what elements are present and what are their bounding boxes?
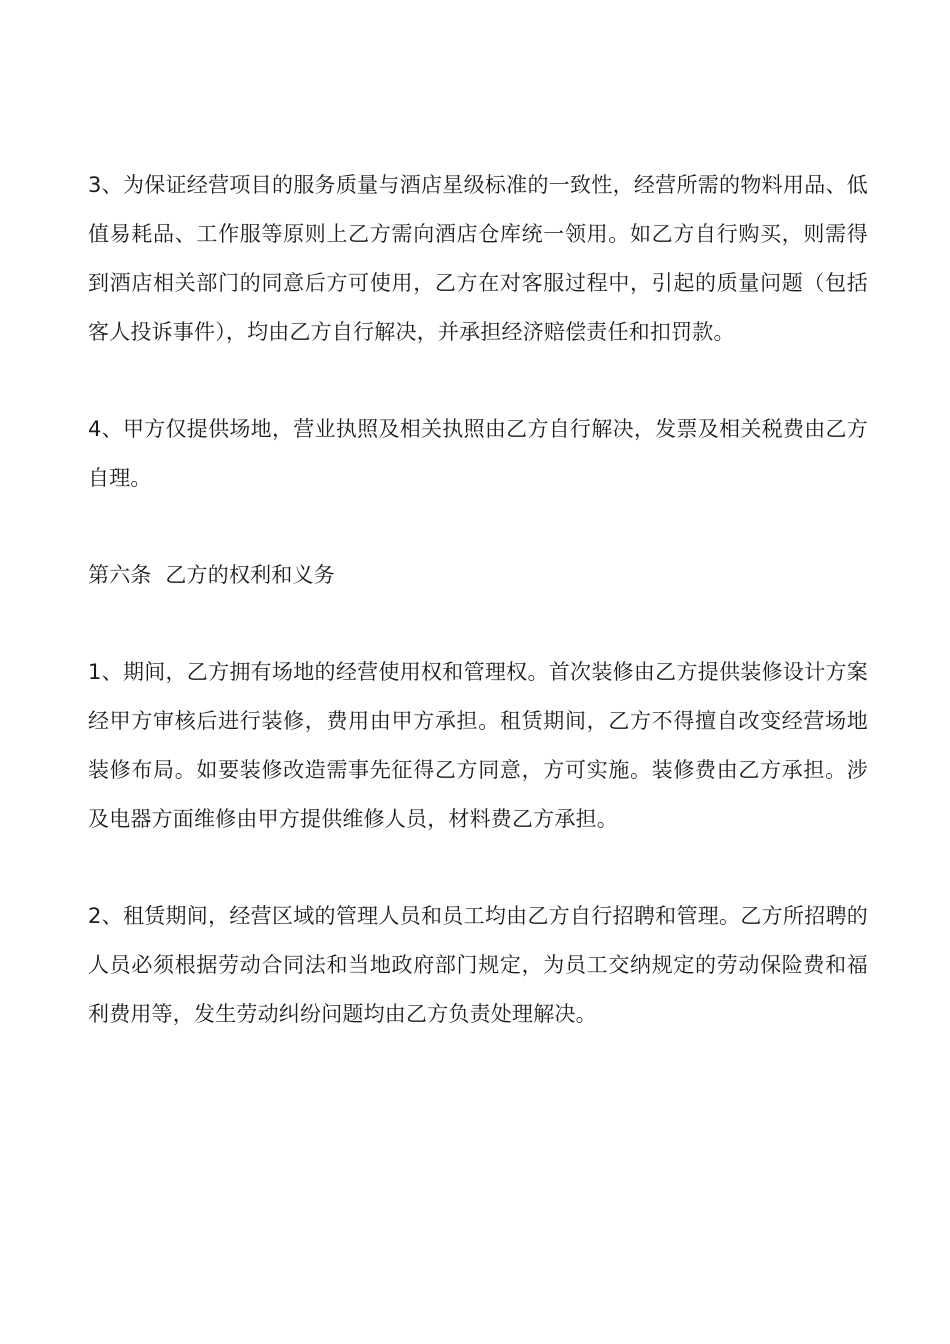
section-heading: 第六条 乙方的权利和义务 bbox=[88, 563, 335, 587]
paragraph-spacer bbox=[88, 844, 868, 892]
clause-2-paragraph: 2、租赁期间，经营区域的管理人员和员工均由乙方自行招聘和管理。乙方所招聘的人员必须根据劳动合同法和当地政府部门规定，为员工交纳规定的劳动保险费和福利费用等，发生劳动纠纷问题均由乙方负责处理解决。 bbox=[88, 904, 868, 1026]
paragraph-spacer bbox=[88, 357, 868, 405]
clause-4-paragraph: 4、甲方仅提供场地，营业执照及相关执照由乙方自行解决，发票及相关税费由乙方自理。 bbox=[88, 417, 868, 490]
clause-1-paragraph: 1、期间，乙方拥有场地的经营使用权和管理权。首次装修由乙方提供装修设计方案经甲方审核后进行装修，费用由甲方承担。租赁期间，乙方不得擅自改变经营场地装修布局。如要装修改造需事先征得乙方同意，方可实施。装修费由乙方承担。涉及电器方面维修由甲方提供维修人员，材料费乙方承担。 bbox=[88, 660, 868, 831]
clause-3-paragraph: 3、为保证经营项目的服务质量与酒店星级标准的一致性，经营所需的物料用品、低值易耗品、工作服等原则上乙方需向酒店仓库统一领用。如乙方自行购买，则需得到酒店相关部门的同意后方可使用，乙方在对客服过程中，引起的质量问题（包括客人投诉事件），均由乙方自行解决，并承担经济赔偿责任和扣罚款。 bbox=[88, 173, 868, 344]
paragraph-spacer bbox=[88, 600, 868, 648]
paragraph-spacer bbox=[88, 503, 868, 551]
